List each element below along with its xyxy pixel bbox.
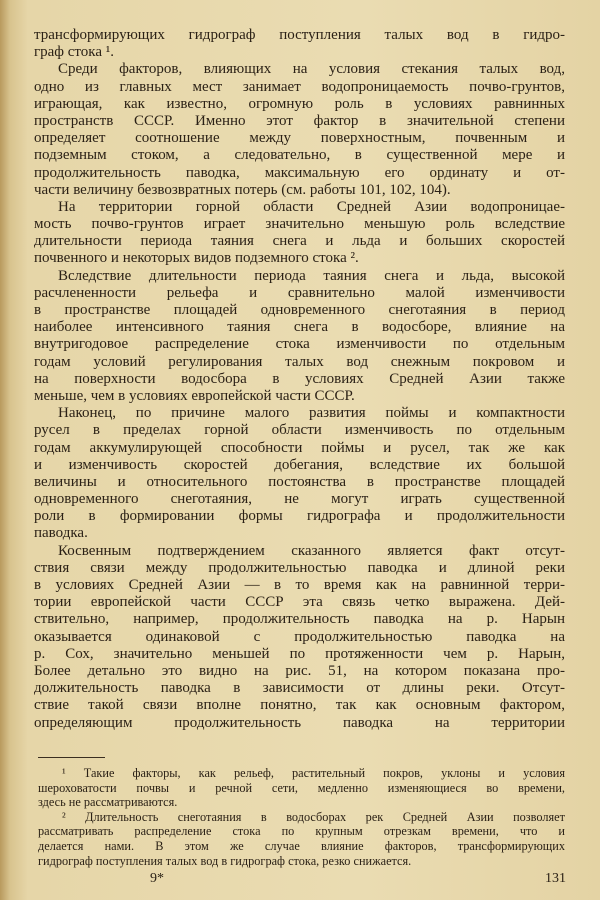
paragraph: [34, 199, 565, 268]
footnote-line: гидрограф поступления талых вод в гидрограф стока, резко снижается.: [38, 853, 412, 868]
text-line: почвенного и некоторых видов подземного стока ².: [34, 250, 359, 267]
text-line: величины и относительного постоянства в пространстве площадей: [34, 473, 565, 490]
text-line: продолжительность паводка, максимальную его ординату и от-: [34, 164, 565, 181]
text-line: годам условий регулирования талых вод снежным покровом и: [34, 353, 565, 370]
text-line: р. Сох, значительно меньшей по протяженности чем р. Нарын,: [34, 645, 565, 662]
page-number: 131: [545, 871, 566, 886]
text-line: Косвенным подтверждением сказанного является факт отсут-: [58, 542, 565, 559]
text-line: части величину безвозвратных потерь (см. работы 101, 102, 104).: [34, 181, 451, 198]
text-line: трансформирующих гидрограф поступления талых вод в гидро-: [34, 27, 565, 43]
footnote: [38, 766, 565, 810]
text-line: годам аккумулирующей способности поймы и русел, так же как: [34, 439, 565, 456]
text-line: Наконец, по причине малого развития поймы и компактности: [58, 405, 565, 422]
body-text: [34, 27, 565, 732]
text-line: наиболее интенсивного таяния снега в водосборе, влияние на: [34, 319, 565, 336]
footnote-divider: [38, 757, 105, 758]
text-line: подземным стоком, а следовательно, в существенной мере и: [34, 147, 565, 164]
paragraph: [34, 27, 565, 61]
text-line: на поверхности водосбора в условиях Средней Азии также: [34, 370, 565, 387]
text-line: в условиях Средней Азии — в то время как на равнинной терри-: [34, 577, 565, 593]
text-line: паводка.: [34, 525, 88, 542]
text-line: русел в пределах горной области изменчивость по отдельным: [34, 422, 565, 439]
text-line: роли в формировании формы гидрографа и продолжительности: [34, 508, 565, 525]
footnote-line: ² Длительность снеготаяния в водосборах рек Средней Азии позволяет: [62, 809, 565, 824]
text-line: пространств СССР. Именно этот фактор в значительной степени: [34, 112, 565, 129]
paragraph: [34, 61, 565, 199]
paragraph: [34, 268, 565, 406]
paragraph: [34, 543, 565, 732]
text-line: расчлененности рельефа и сравнительно малой изменчивости: [34, 284, 565, 301]
text-line: На территории горной области Средней Азии водопроницае-: [58, 198, 565, 215]
text-line: одновременного снеготаяния, не могут играть существенной: [34, 491, 565, 508]
footnote-line: делается нами. В этом же случае влияние факторов, трансформирующих: [38, 838, 565, 853]
text-line: определяющим продолжительность паводка на территории: [34, 714, 565, 731]
footnote-line: рассматривать распределение стока по крупным отрезкам времени, что и: [38, 824, 565, 839]
text-line: оказывается одинаковой с продолжительностью паводка на: [34, 628, 565, 645]
text-line: Вследствие длительности периода таяния снега и льда, высокой: [58, 267, 565, 284]
text-line: мость почво-грунтов играет значительно меньшую роль вследствие: [34, 216, 565, 233]
text-line: одно из главных мест занимает водопроницаемость почво-грунтов,: [34, 78, 565, 95]
footnote: [38, 810, 565, 868]
footnotes: [38, 766, 565, 868]
text-line: длительности периода таяния снега и льда и больших скоростей: [34, 233, 565, 250]
paragraph: [34, 405, 565, 543]
text-line: тории европейской части СССР эта связь четко выражена. Дей-: [34, 594, 565, 611]
text-line: внутригодовое распределение стока изменчивости по отдельным: [34, 336, 565, 353]
text-line: Более детально это видно на рис. 51, на котором показана про-: [34, 662, 565, 679]
text-line: определяет соотношение между поверхностным, почвенным и: [34, 130, 565, 147]
footnote-line: здесь не рассматриваются.: [38, 795, 178, 810]
text-line: меньше, чем в условиях европейской части СССР.: [34, 387, 355, 404]
signature-mark: 9*: [150, 871, 164, 886]
text-line: ствия связи между продолжительностью паводка и длиной реки: [34, 559, 565, 576]
footnote-line: ¹ Такие факторы, как рельеф, растительный покров, уклоны и условия: [62, 766, 565, 780]
text-line: должительность паводка в зависимости от длины реки. Отсут-: [34, 680, 565, 697]
text-line: ствие такой связи вполне понятно, так как основным фактором,: [34, 697, 565, 714]
text-line: в пространстве площадей одновременного снеготаяния в период: [34, 302, 565, 318]
text-line: Среди факторов, влияющих на условия стекания талых вод,: [58, 61, 565, 78]
text-line: играющая, как известно, огромную роль в условиях равнинных: [34, 95, 565, 112]
footnote-line: шероховатости почвы и речной сети, медленно изменяющиеся во времени,: [38, 780, 565, 795]
text-line: граф стока ¹.: [34, 44, 115, 61]
text-line: и изменчивость скоростей добегания, вследствие их большой: [34, 456, 565, 473]
text-line: ствительно, например, продолжительность паводка на р. Нарын: [34, 611, 565, 628]
